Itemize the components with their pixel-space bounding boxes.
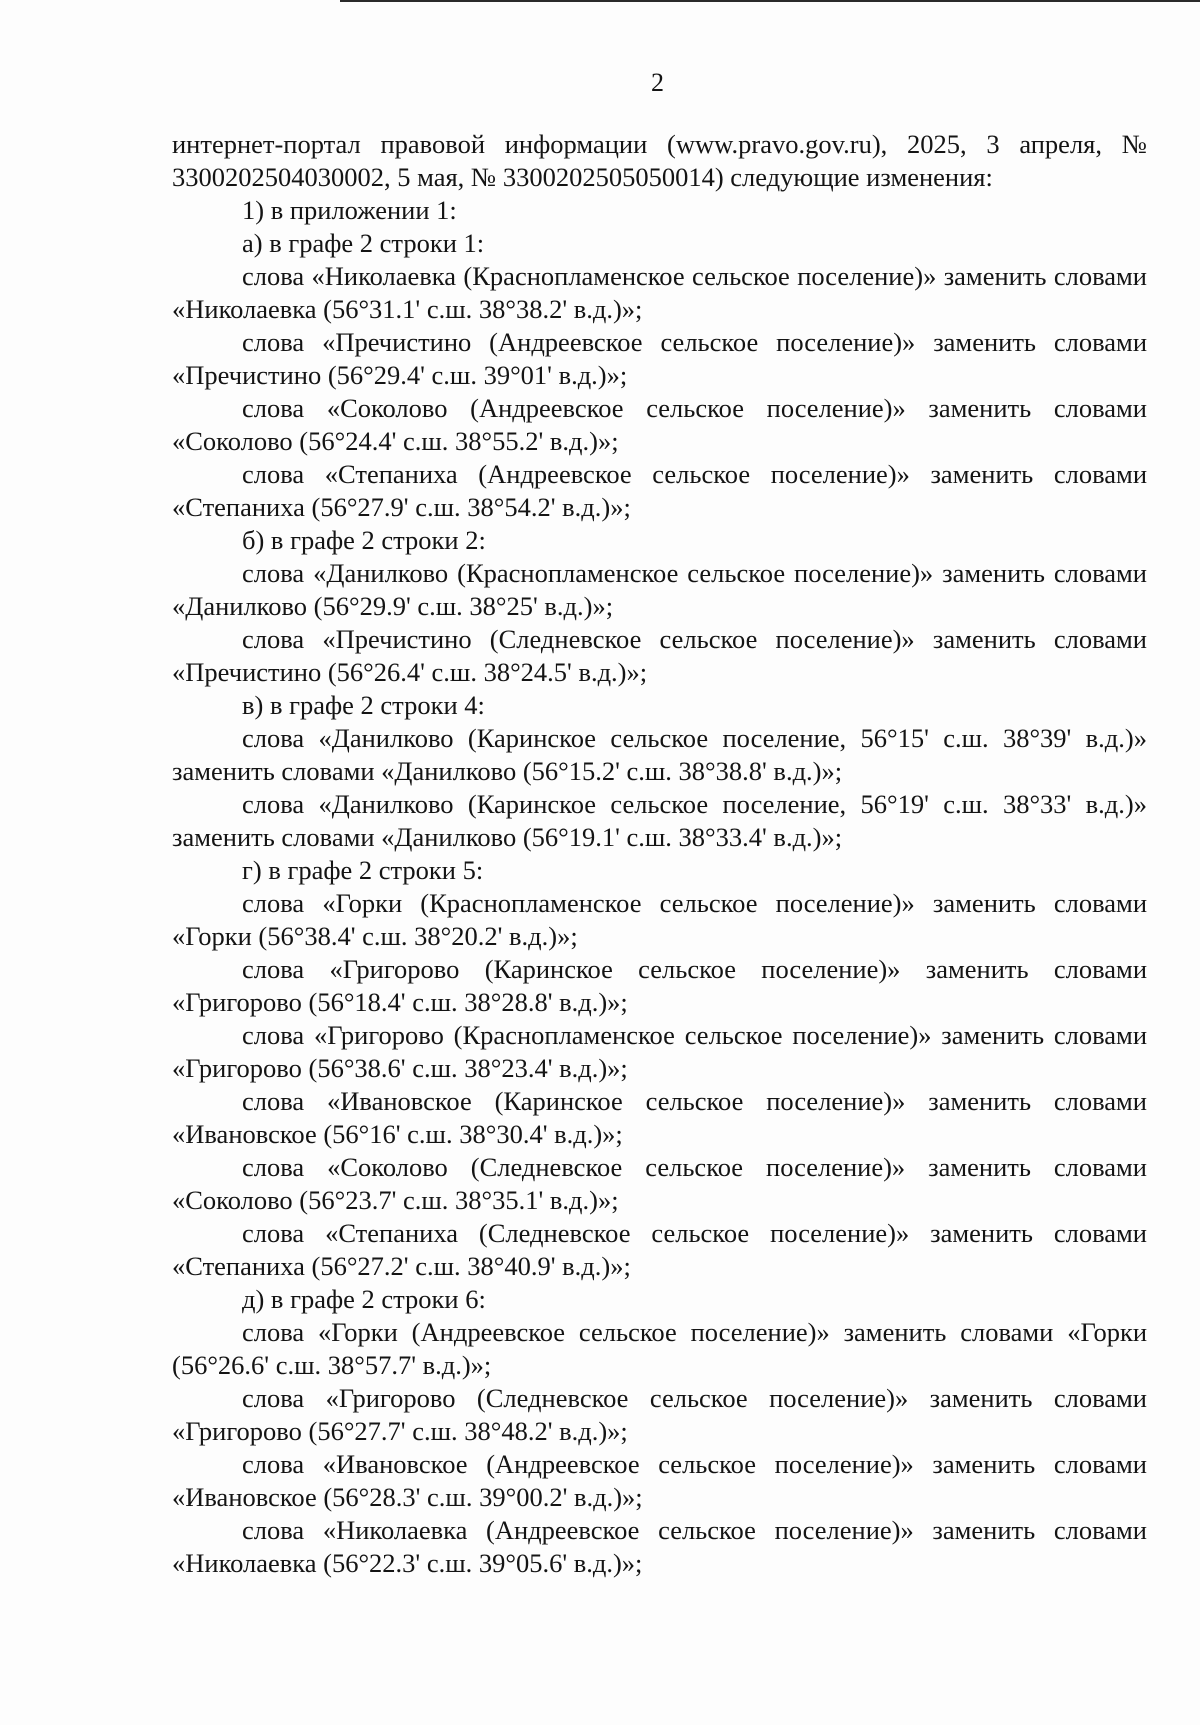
paragraph-subitem-d: д) в графе 2 строки 6: <box>242 1284 486 1314</box>
paragraph-replacement: слова «Григорово (Следневское сельское поселение)» заменить словами «Григорово (56°27.7' с.ш. 38°48.2' в.д.)»; <box>172 1383 1147 1446</box>
paragraph-replacement: слова «Данилково (Каринское сельское поселение, 56°15' с.ш. 38°39' в.д.)» заменить словами «Данилково (56°15.2' с.ш. 38°38.8' в.д.)»; <box>172 723 1147 786</box>
paragraph-continuation: интернет-портал правовой информации (www.pravo.gov.ru), 2025, 3 апреля, № 3300202504030002, 5 мая, № 3300202505050014) следующие изменения: <box>172 129 1147 192</box>
paragraph-replacement: слова «Николаевка (Краснопламенское сельское поселение)» заменить словами «Николаевка (56°31.1' с.ш. 38°38.2' в.д.)»; <box>172 261 1147 324</box>
paragraph-replacement: слова «Степаниха (Следневское сельское поселение)» заменить словами «Степаниха (56°27.2' с.ш. 38°40.9' в.д.)»; <box>172 1218 1147 1281</box>
paragraph-item-1: 1) в приложении 1: <box>242 195 457 225</box>
paragraph-subitem-g: г) в графе 2 строки 5: <box>242 855 484 885</box>
paragraph-replacement: слова «Соколово (Следневское сельское поселение)» заменить словами «Соколово (56°23.7' с.ш. 38°35.1' в.д.)»; <box>172 1152 1147 1215</box>
paragraph-subitem-b: б) в графе 2 строки 2: <box>242 525 486 555</box>
paragraph-replacement: слова «Данилково (Каринское сельское поселение, 56°19' с.ш. 38°33' в.д.)» заменить словами «Данилково (56°19.1' с.ш. 38°33.4' в.д.)»; <box>172 789 1147 852</box>
top-border-line <box>340 0 1200 2</box>
paragraph-subitem-v: в) в графе 2 строки 4: <box>242 690 485 720</box>
paragraph-replacement: слова «Пречистино (Следневское сельское поселение)» заменить словами «Пречистино (56°26.4' с.ш. 38°24.5' в.д.)»; <box>172 624 1147 687</box>
paragraph-replacement: слова «Соколово (Андреевское сельское поселение)» заменить словами «Соколово (56°24.4' с.ш. 38°55.2' в.д.)»; <box>172 393 1147 456</box>
paragraph-replacement: слова «Григорово (Каринское сельское поселение)» заменить словами «Григорово (56°18.4' с.ш. 38°28.8' в.д.)»; <box>172 954 1147 1017</box>
paragraph-replacement: слова «Николаевка (Андреевское сельское поселение)» заменить словами «Николаевка (56°22.3' с.ш. 39°05.6' в.д.)»; <box>172 1515 1147 1578</box>
page-number: 2 <box>651 68 664 97</box>
paragraph-replacement: слова «Ивановское (Андреевское сельское поселение)» заменить словами «Ивановское (56°28.3' с.ш. 39°00.2' в.д.)»; <box>172 1449 1147 1512</box>
paragraph-replacement: слова «Григорово (Краснопламенское сельское поселение)» заменить словами «Григорово (56°38.6' с.ш. 38°23.4' в.д.)»; <box>172 1020 1147 1083</box>
paragraph-replacement: слова «Данилково (Краснопламенское сельское поселение)» заменить словами «Данилково (56°29.9' с.ш. 38°25' в.д.)»; <box>172 558 1147 621</box>
paragraph-replacement: слова «Горки (Краснопламенское сельское поселение)» заменить словами «Горки (56°38.4' с.ш. 38°20.2' в.д.)»; <box>172 888 1147 951</box>
paragraph-replacement: слова «Степаниха (Андреевское сельское поселение)» заменить словами «Степаниха (56°27.9' с.ш. 38°54.2' в.д.)»; <box>172 459 1147 522</box>
document-body <box>172 128 1147 1580</box>
paragraph-subitem-a: а) в графе 2 строки 1: <box>242 228 485 258</box>
paragraph-replacement: слова «Ивановское (Каринское сельское поселение)» заменить словами «Ивановское (56°16' с.ш. 38°30.4' в.д.)»; <box>172 1086 1147 1149</box>
paragraph-replacement: слова «Горки (Андреевское сельское поселение)» заменить словами «Горки (56°26.6' с.ш. 38°57.7' в.д.)»; <box>172 1317 1147 1380</box>
paragraph-replacement: слова «Пречистино (Андреевское сельское поселение)» заменить словами «Пречистино (56°29.4' с.ш. 39°01' в.д.)»; <box>172 327 1147 390</box>
